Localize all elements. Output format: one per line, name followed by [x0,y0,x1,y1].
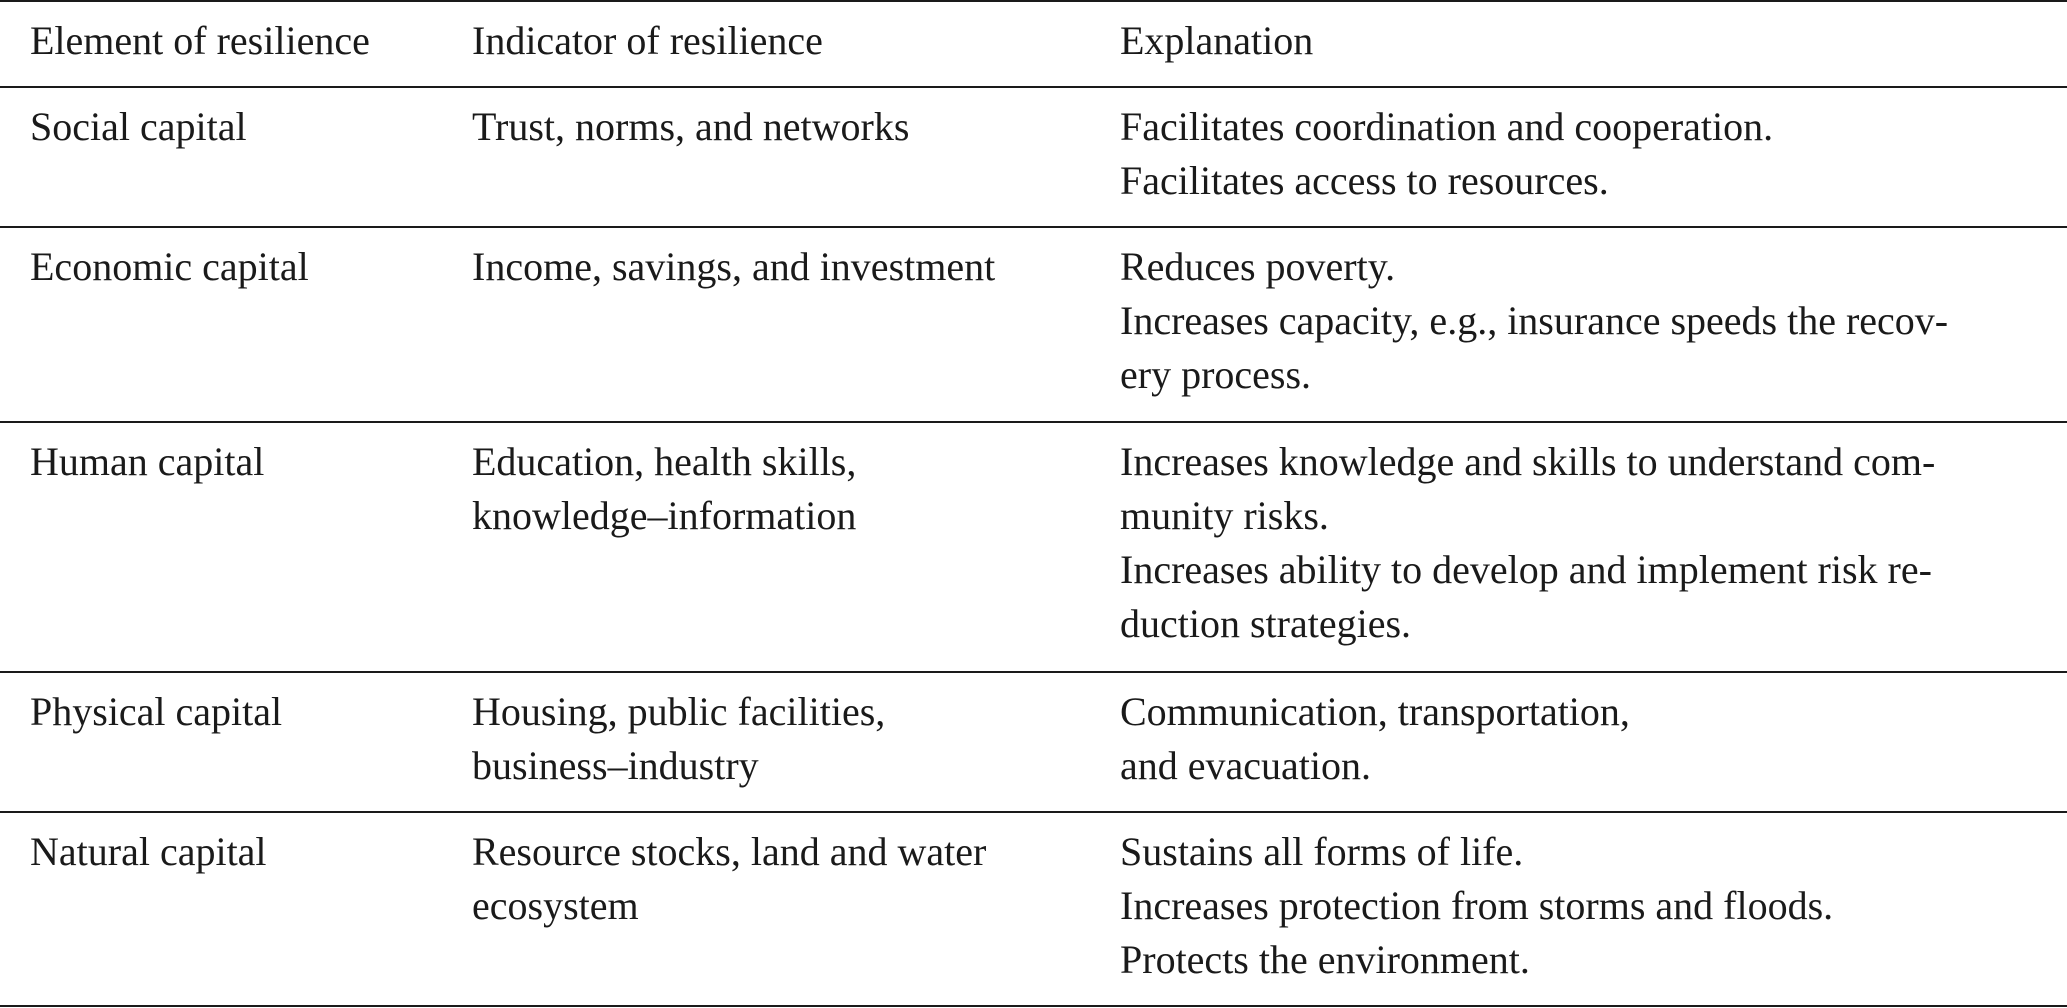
element-cell: Economic capital [30,244,309,289]
table-bottom-rule [0,1005,2067,1007]
explanation-cell [1120,825,1833,987]
indicator-line: ecosystem [472,883,639,928]
explanation-cell [1120,100,1773,208]
indicator-line: Income, savings, and investment [472,244,996,289]
indicator-line: business–industry [472,743,759,788]
explanation-line: Protects the environment. [1120,937,1530,982]
element-cell: Social capital [30,104,247,149]
header-element: Element of resilience [30,18,370,63]
explanation-cell [1120,240,1948,402]
indicator-line: Resource stocks, land and water [472,829,987,874]
header-explanation: Explanation [1120,18,1314,63]
indicator-line: Education, health skills, [472,439,857,484]
table-top-rule [0,0,2067,2]
indicator-cell [472,685,885,793]
table-row-rule [0,811,2067,813]
explanation-line: Increases knowledge and skills to understand com- [1120,439,1936,484]
explanation-line: ery process. [1120,352,1312,397]
header-indicator: Indicator of resilience [472,18,823,63]
element-cell: Physical capital [30,689,283,734]
indicator-cell [472,100,909,154]
element-cell: Natural capital [30,829,267,874]
explanation-line: Facilitates coordination and cooperation. [1120,104,1774,149]
table-row-rule [0,226,2067,228]
explanation-cell [1120,435,1935,651]
indicator-cell [472,240,995,294]
indicator-line: Trust, norms, and networks [472,104,910,149]
explanation-line: Reduces poverty. [1120,244,1396,289]
explanation-line: Communication, transportation, [1120,689,1630,734]
explanation-line: Increases ability to develop and implement risk re- [1120,547,1932,592]
explanation-line: Increases protection from storms and floods. [1120,883,1834,928]
indicator-line: knowledge–information [472,493,857,538]
table-row-rule [0,421,2067,423]
explanation-line: duction strategies. [1120,601,1412,646]
explanation-cell [1120,685,1630,793]
table-row-rule [0,671,2067,673]
indicator-cell [472,435,856,543]
explanation-line: and evacuation. [1120,743,1371,788]
element-cell: Human capital [30,439,265,484]
explanation-line: Facilitates access to resources. [1120,158,1609,203]
indicator-cell [472,825,986,933]
indicator-line: Housing, public facilities, [472,689,886,734]
table-header-rule [0,86,2067,88]
explanation-line: Sustains all forms of life. [1120,829,1524,874]
explanation-line: munity risks. [1120,493,1329,538]
explanation-line: Increases capacity, e.g., insurance speeds the recov- [1120,298,1949,343]
